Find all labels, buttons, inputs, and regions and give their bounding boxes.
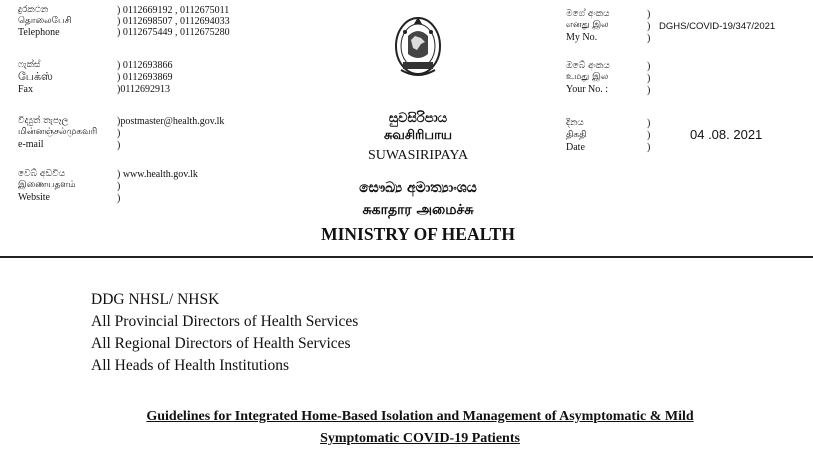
your-no-label-en: Your No. :	[566, 84, 609, 95]
your-no-paren-1: )	[647, 61, 651, 72]
date-paren-2: )	[647, 130, 651, 141]
ministry-sinhala: සෞඛ්‍ය අමාත්‍යාංශය	[359, 180, 477, 196]
telephone-label-en: Telephone	[18, 27, 60, 38]
telephone-label-ta: தொலைபேசி	[18, 16, 72, 26]
fax-value-1: ) 0112693866	[117, 60, 173, 71]
date-paren-1: )	[647, 118, 651, 129]
addressee-item: All Regional Directors of Health Services	[91, 335, 351, 352]
email-label-en: e-mail	[18, 139, 44, 150]
email-label-si: විද්‍යුත් තැපෑල	[18, 116, 69, 126]
suwasiripaya-sinhala: සුවසිරිපාය	[388, 111, 448, 126]
fax-value-2: ) 0112693869	[117, 72, 173, 83]
my-no-paren-2: )	[647, 21, 651, 32]
telephone-value-3: ) 0112675449 , 0112675280	[117, 27, 230, 38]
telephone-value-2: ) 0112698507 , 0112694033	[117, 16, 230, 27]
national-emblem-icon	[393, 14, 443, 82]
my-no-label-si: මගේ අංකය	[566, 9, 610, 19]
email-label-ta: மின்னஞ்சல்முகவரி	[18, 127, 98, 137]
header-divider	[0, 256, 813, 258]
website-paren-3: )	[117, 193, 121, 204]
date-label-en: Date	[566, 142, 585, 153]
ministry-english: MINISTRY OF HEALTH	[321, 224, 515, 244]
website-value: ) www.health.gov.lk	[117, 169, 198, 180]
your-no-label-ta: உமது இல	[566, 72, 609, 82]
subject-line-2: Symptomatic COVID-19 Patients	[320, 431, 520, 446]
reference-number: DGHS/COVID-19/347/2021	[659, 21, 776, 32]
letter-date: 04 .08. 2021	[690, 127, 763, 142]
my-no-paren-3: )	[647, 33, 651, 44]
subject-line-1: Guidelines for Integrated Home-Based Isolation and Management of Asymptomatic & Mild	[146, 409, 694, 424]
fax-label-si: ෆැක්ස්	[18, 60, 41, 70]
website-label-si: වෙබ් අඩවිය	[18, 169, 66, 179]
date-label-ta: திகதி	[566, 130, 587, 140]
date-label-si: දිනය	[566, 118, 584, 128]
your-no-label-si: ඔබේ අංකය	[566, 61, 610, 71]
fax-value-3: )0112692913	[117, 84, 170, 95]
website-label-ta: இணையதளம்	[18, 180, 76, 190]
your-no-paren-2: )	[647, 73, 651, 84]
my-no-paren-1: )	[647, 9, 651, 20]
fax-label-en: Fax	[18, 84, 33, 95]
your-no-paren-3: )	[647, 85, 651, 96]
addressee-item: All Heads of Health Institutions	[91, 357, 290, 374]
email-value: )postmaster@health.gov.lk	[117, 116, 225, 127]
website-paren-2: )	[117, 181, 121, 192]
addressee-item: DDG NHSL/ NHSK	[91, 291, 220, 308]
website-label-en: Website	[18, 192, 50, 203]
telephone-label-si: දුරකථන	[18, 5, 49, 15]
suwasiripaya-english: SUWASIRIPAYA	[367, 148, 469, 163]
email-paren-3: )	[117, 140, 121, 151]
fax-label-ta: பேக்ஸ்	[18, 70, 53, 83]
my-no-label-ta: எனது இல	[566, 20, 609, 30]
email-paren-2: )	[117, 128, 121, 139]
date-paren-3: )	[647, 142, 651, 153]
telephone-value-1: ) 0112669192 , 0112675011	[117, 5, 230, 16]
suwasiripaya-tamil: சுவசிரிபாய	[383, 128, 453, 143]
addressee-item: All Provincial Directors of Health Services	[91, 313, 359, 330]
my-no-label-en: My No.	[566, 32, 598, 43]
ministry-tamil: சுகாதார அமைச்சு	[362, 202, 474, 218]
